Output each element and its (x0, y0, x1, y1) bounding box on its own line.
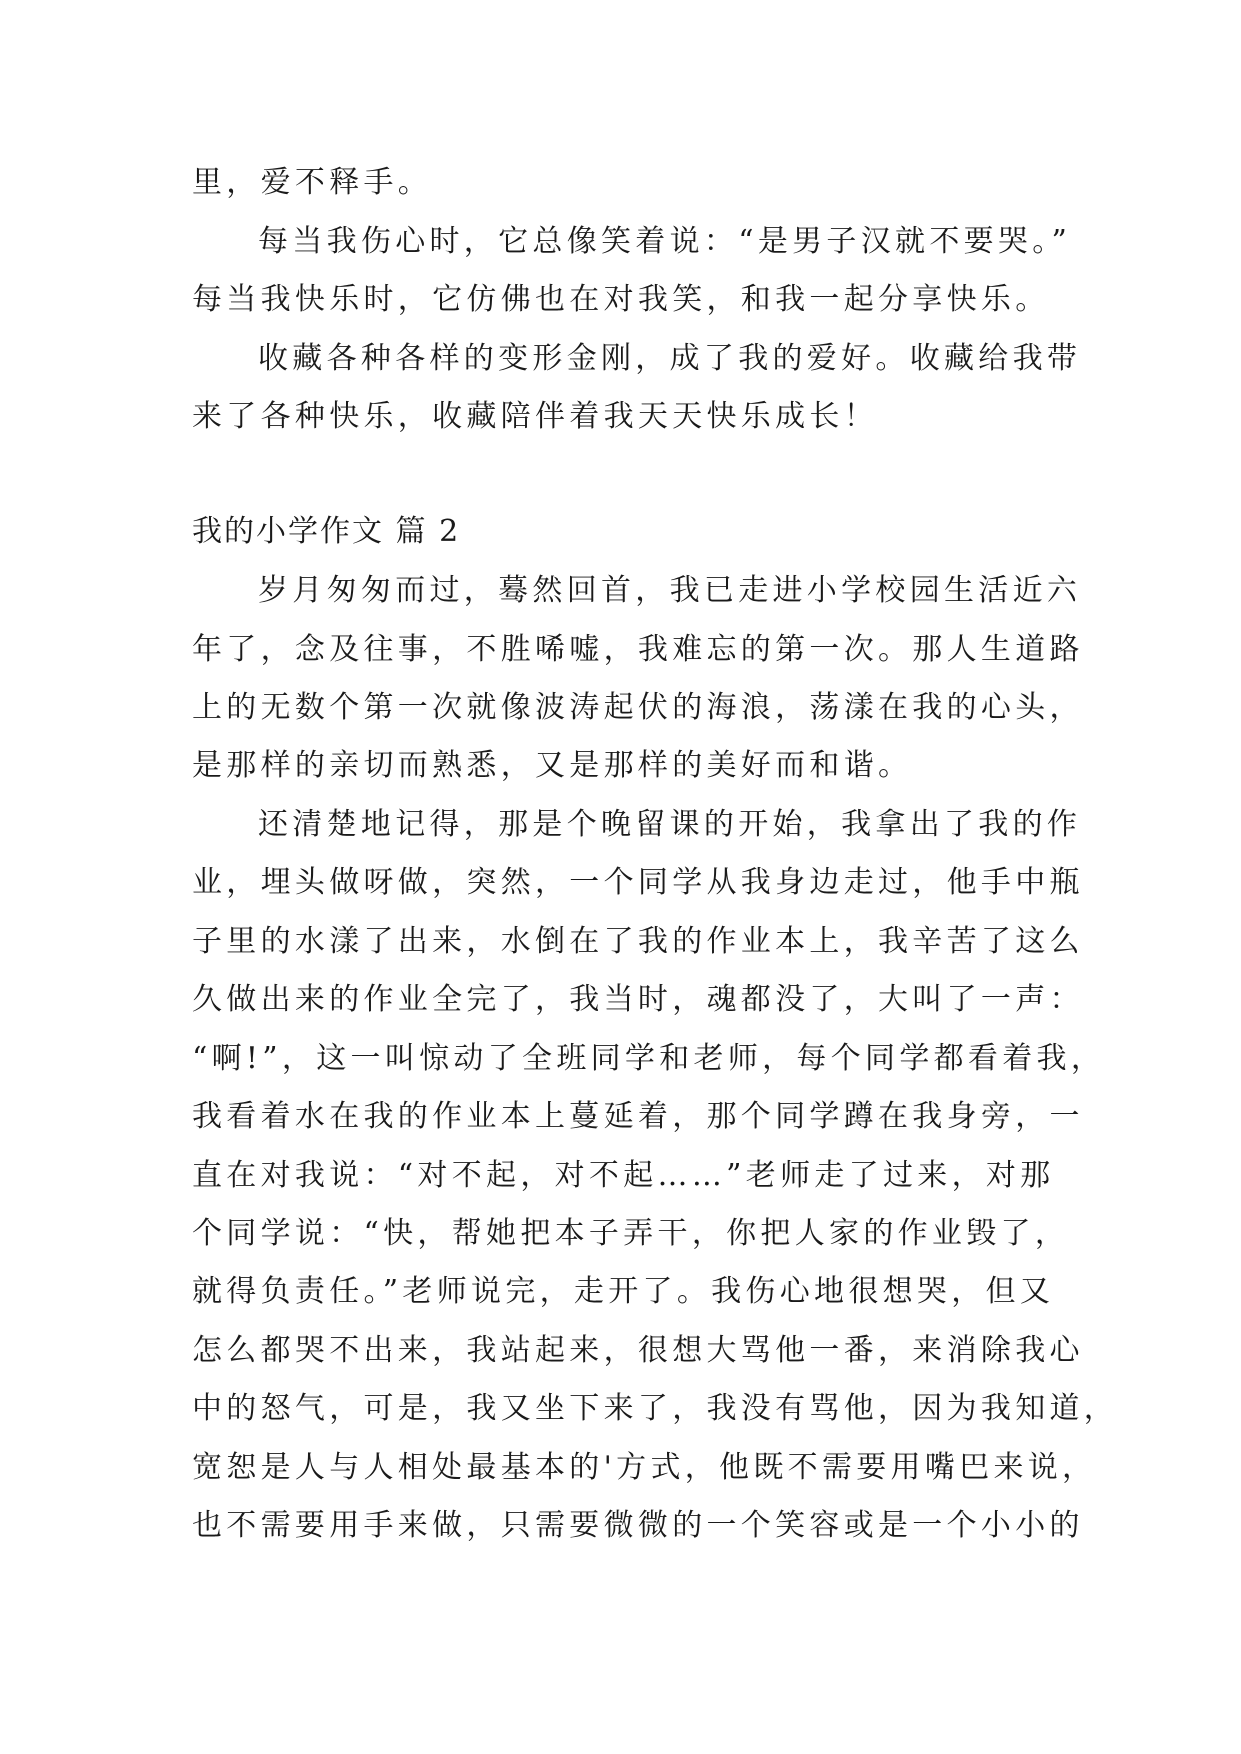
paragraph-line: 子里的水漾了出来，水倒在了我的作业本上，我辛苦了这么 (192, 924, 1084, 959)
paragraph-line: 也不需要用手来做，只需要微微的一个笑容或是一个小小的 (192, 1508, 1084, 1543)
paragraph-line: 直在对我说：“对不起，对不起……”老师走了过来，对那 (192, 1158, 1055, 1193)
paragraph-line: 里，爱不释手。 (192, 165, 433, 200)
paragraph-line: 我看着水在我的作业本上蔓延着，那个同学蹲在我身旁，一 (192, 1099, 1084, 1134)
paragraph-line: 还清楚地记得，那是个晚留课的开始，我拿出了我的作 (258, 807, 1082, 842)
paragraph-line: 业，埋头做呀做，突然，一个同学从我身边走过，他手中瓶 (192, 865, 1084, 900)
paragraph-line: 个同学说：“快，帮她把本子弄干，你把人家的作业毁了， (192, 1216, 1070, 1251)
paragraph-line: 来了各种快乐，收藏陪伴着我天天快乐成长！ (192, 399, 878, 434)
paragraph-line: 年了，念及往事，不胜唏嘘，我难忘的第一次。那人生道路 (192, 632, 1084, 667)
paragraph-line: 久做出来的作业全完了，我当时，魂都没了，大叫了一声： (192, 982, 1084, 1017)
paragraph-line: 收藏各种各样的变形金刚，成了我的爱好。收藏给我带 (258, 341, 1082, 376)
paragraph-line: 是那样的亲切而熟悉，又是那样的美好而和谐。 (192, 748, 913, 783)
paragraph-line: 上的无数个第一次就像波涛起伏的海浪，荡漾在我的心头， (192, 690, 1084, 725)
section-title: 我的小学作文 篇 2 (192, 514, 461, 549)
paragraph-line: 岁月匆匆而过，蓦然回首，我已走进小学校园生活近六 (258, 573, 1082, 608)
paragraph-line: 宽恕是人与人相处最基本的'方式，他既不需要用嘴巴来说， (192, 1450, 1097, 1485)
paragraph-line: 怎么都哭不出来，我站起来，很想大骂他一番，来消除我心 (192, 1333, 1084, 1368)
paragraph-line: 就得负责任。”老师说完，走开了。我伤心地很想哭，但又 (192, 1274, 1055, 1309)
paragraph-line: 中的怒气，可是，我又坐下来了，我没有骂他，因为我知道， (192, 1391, 1119, 1426)
paragraph-line: 每当我伤心时，它总像笑着说：“是男子汉就不要哭。” (258, 224, 1072, 259)
paragraph-line: “啊!”，这一叫惊动了全班同学和老师，每个同学都看着我， (192, 1041, 1106, 1076)
paragraph-line: 每当我快乐时，它仿佛也在对我笑，和我一起分享快乐。 (192, 282, 1050, 317)
